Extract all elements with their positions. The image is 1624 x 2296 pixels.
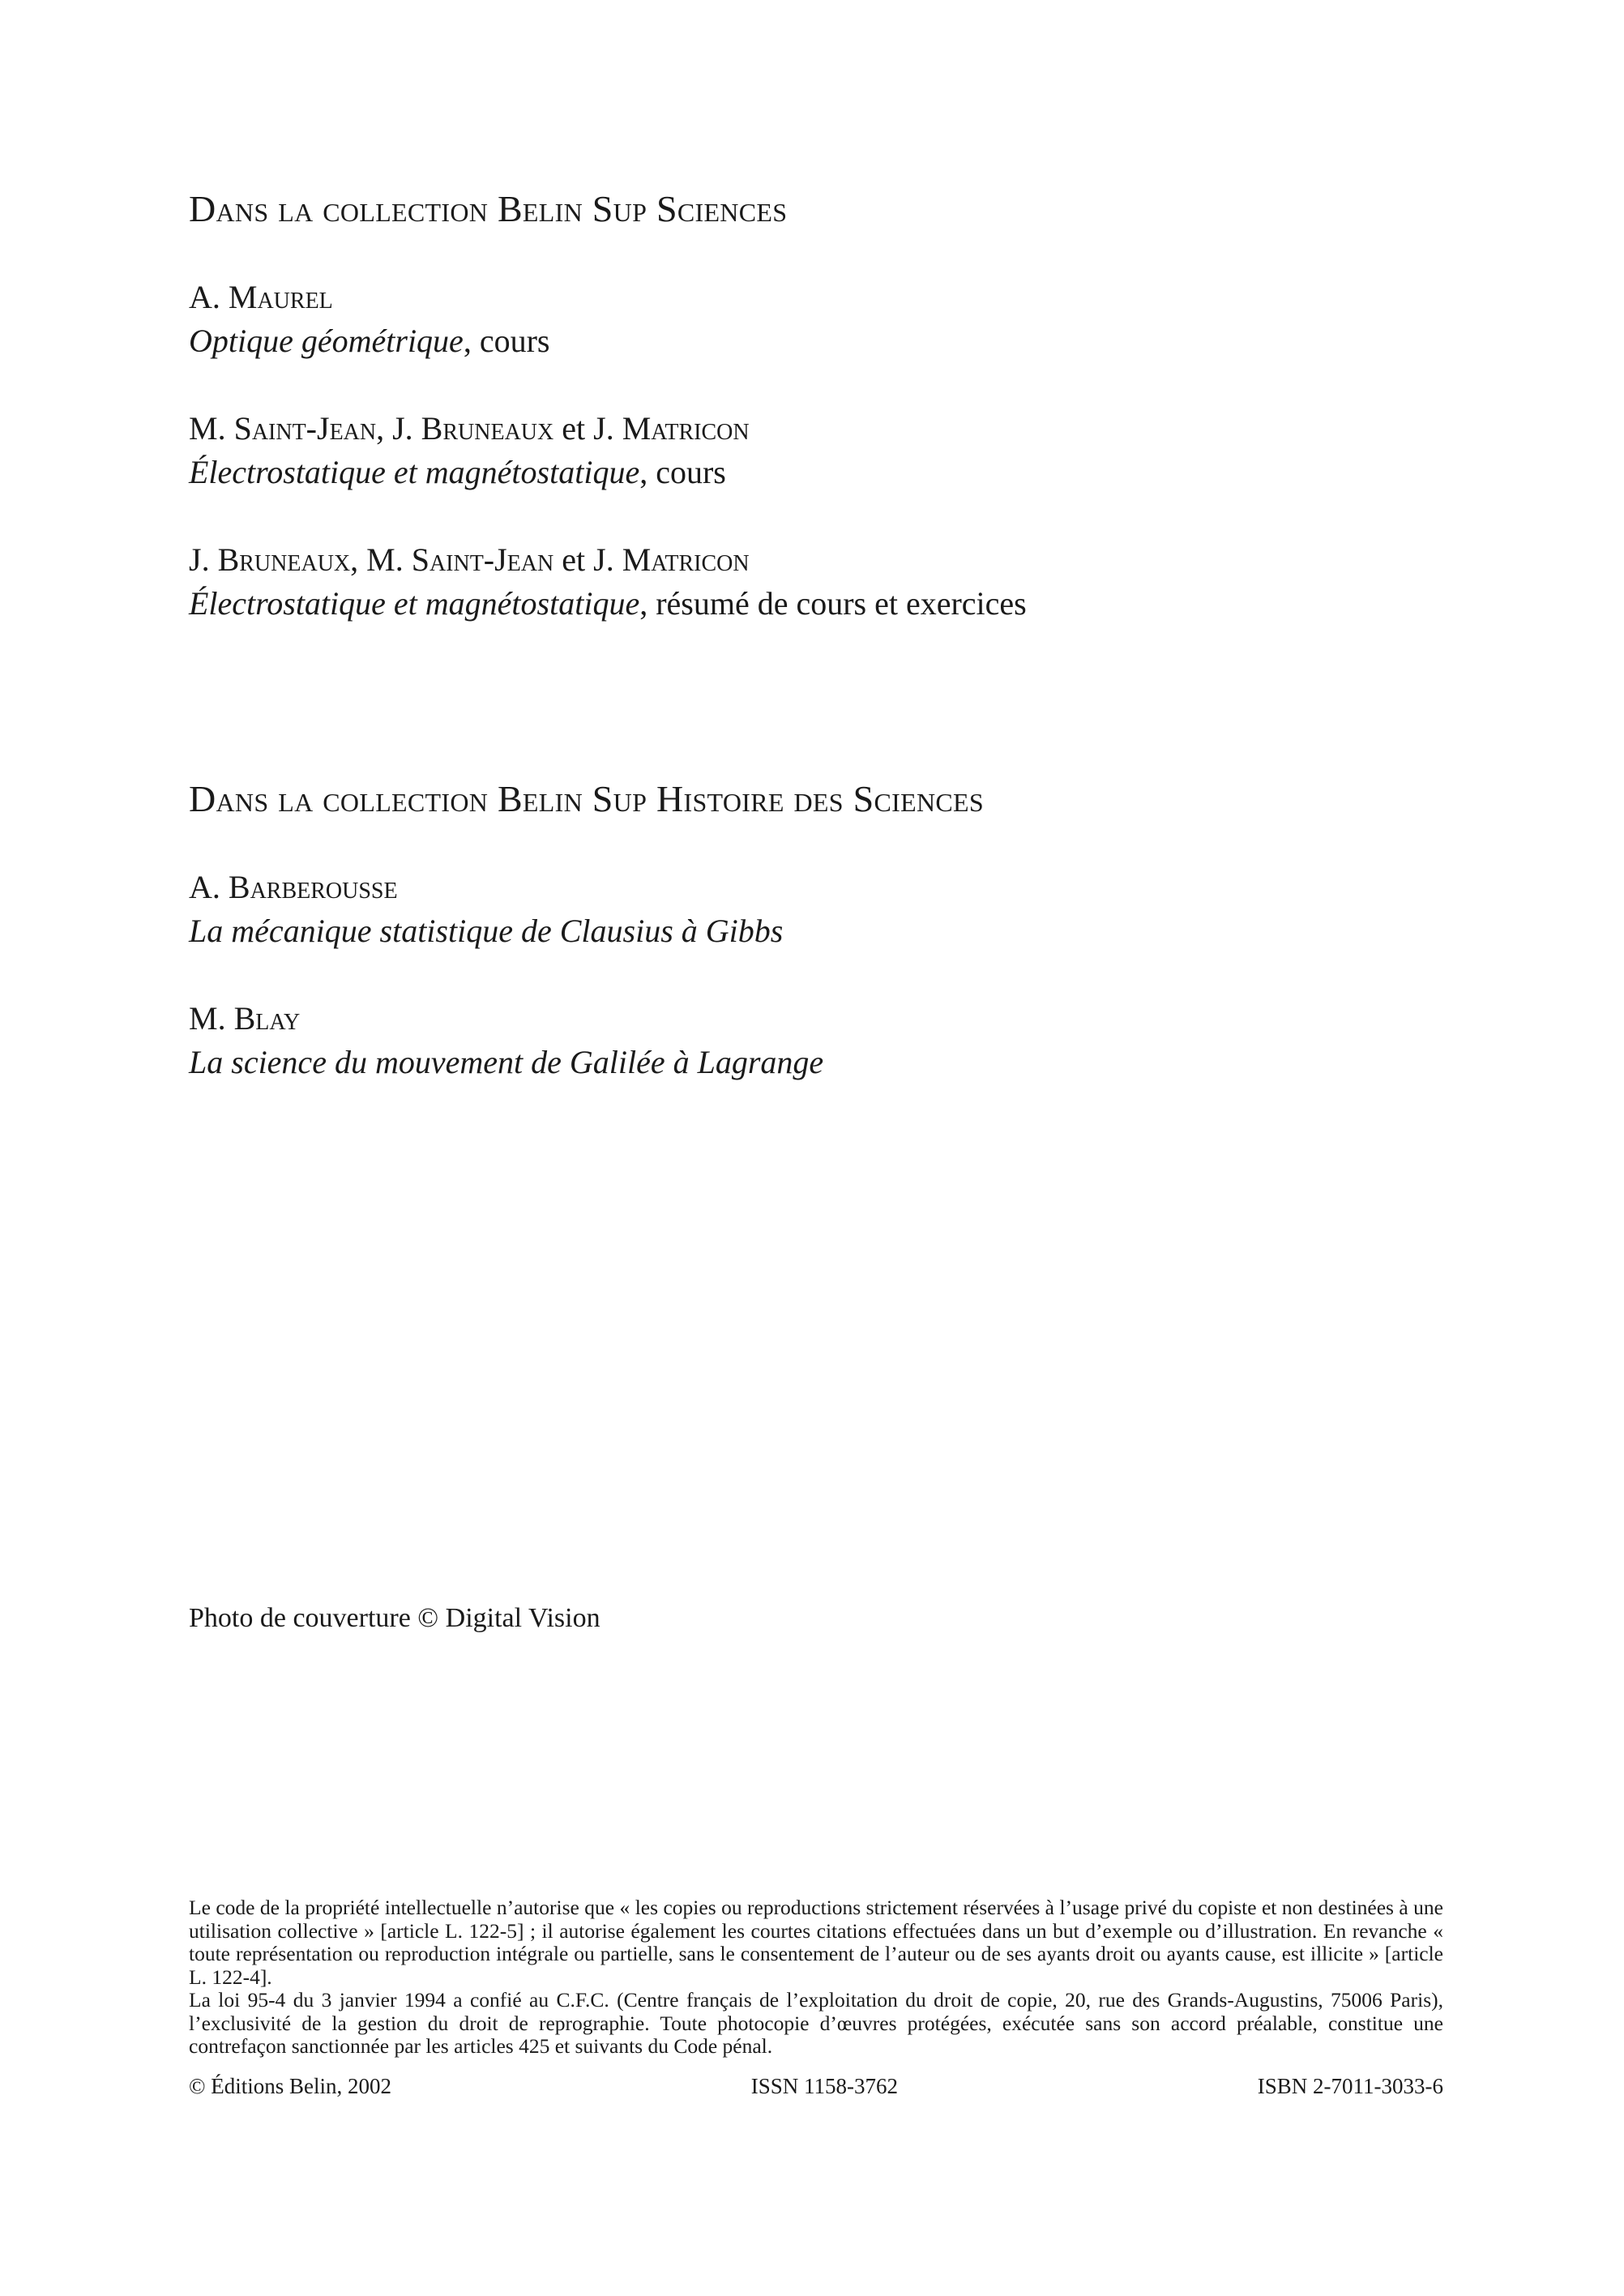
book-title-line bbox=[189, 582, 1445, 626]
book-author-line bbox=[189, 538, 1445, 582]
book-entry bbox=[189, 997, 1445, 1084]
book-author: A. Barberousse bbox=[189, 869, 398, 905]
book-entry bbox=[189, 538, 1445, 626]
collection-histoire-section bbox=[189, 776, 1445, 1084]
book-entry bbox=[189, 866, 1445, 953]
issn-number: ISSN 1158-3762 bbox=[750, 2074, 899, 2098]
book-title: Optique géométrique bbox=[189, 323, 464, 359]
author-conjunction: et bbox=[553, 410, 594, 447]
book-title-line bbox=[189, 319, 1445, 363]
author-conjunction: et bbox=[553, 541, 594, 578]
book-author: J. Matricon bbox=[593, 410, 750, 447]
legal-paragraph: Le code de la propriété intellectuelle n’autorise que « les copies ou reproductions strictement réservées à l’usage privé du copiste et non destinées à une utilisation collective » [article L. 122-5] ; il autorise également les courtes citations effectuées dans un but d’exemple ou d’illustration. En revanche « toute représentation ou reproduction intégrale ou partielle, sans le consentement de l’auteur ou de ses ayants droit ou ayants cause, est illicite » [article L. 122-4]. bbox=[189, 1896, 1443, 1989]
book-type: , cours bbox=[639, 454, 726, 490]
copyright-notice: © Éditions Belin, 2002 bbox=[189, 2074, 392, 2098]
book-author-line bbox=[189, 407, 1445, 451]
legal-paragraph: La loi 95-4 du 3 janvier 1994 a confié au C.F.C. (Centre français de l’exploitation du droit de copie, 20, rue des Grands-Augustins, 75006 Paris), l’exclusivité de la gestion du droit de reprographie. Toute photocopie d’œuvres protégées, exécutée sans son accord préalable, constitue une contrefaçon sanctionnée par les articles 425 et suivants du Code pénal. bbox=[189, 1988, 1443, 2058]
book-author: M. Blay bbox=[189, 1000, 301, 1037]
book-author: J. Matricon bbox=[593, 541, 750, 578]
book-title: La mécanique statistique de Clausius à Gibbs bbox=[189, 913, 784, 949]
book-author: J. Bruneaux, M. Saint-Jean bbox=[189, 541, 554, 578]
book-author: M. Saint-Jean, J. Bruneaux bbox=[189, 410, 554, 447]
collection-histoire-heading: Dans la collection Belin Sup Histoire des Sciences bbox=[189, 778, 984, 819]
isbn-number: ISBN 2-7011-3033-6 bbox=[1257, 2074, 1443, 2098]
publication-footer bbox=[189, 2073, 1443, 2099]
book-title-line bbox=[189, 1041, 1445, 1084]
legal-notice bbox=[189, 1896, 1443, 2059]
collection-sciences-heading: Dans la collection Belin Sup Sciences bbox=[189, 188, 788, 229]
book-title: La science du mouvement de Galilée à Lagrange bbox=[189, 1044, 824, 1080]
book-title-line bbox=[189, 451, 1445, 494]
book-title: Électrostatique et magnétostatique bbox=[189, 585, 640, 622]
book-title-line bbox=[189, 909, 1445, 953]
book-author: A. Maurel bbox=[189, 279, 333, 315]
collection-sciences-section bbox=[189, 186, 1445, 626]
book-entry bbox=[189, 407, 1445, 494]
book-entry bbox=[189, 276, 1445, 363]
book-title: Électrostatique et magnétostatique bbox=[189, 454, 640, 490]
book-type: , résumé de cours et exercices bbox=[639, 585, 1027, 622]
photo-credit: Photo de couverture © Digital Vision bbox=[189, 1603, 600, 1633]
book-type: , cours bbox=[463, 323, 550, 359]
